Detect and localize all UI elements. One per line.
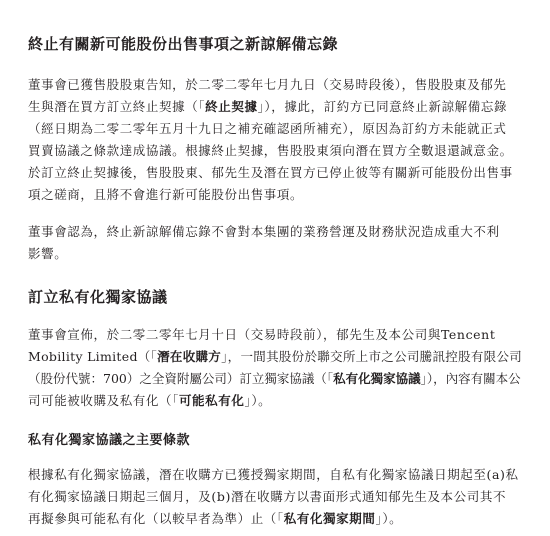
text-line: 項之磋商，且將不會進行新可能股份出售事項。 [28,187,304,202]
text-line: 生與潛在買方訂立終止契據（「終止契據」），據此，訂約方已同意終止新諒解備忘錄 [28,99,508,114]
paragraph-exclusivity-announcement [28,324,522,412]
text-line: （股份代號：700）之全資附屬公司）訂立獨家協議（「私有化獨家協議」），內容有關本公 [28,371,521,386]
defined-term: 私有化獨家期間 [283,511,376,526]
text-line: 於訂立終止契據後，售股股東、郁先生及潛在買方已停止彼等有關新可能股份出售事 [28,165,513,180]
text-line: 司可能被收購及私有化（「可能私有化」）。 [28,393,272,408]
text-line: （經日期為二零二零年五月十九日之補充確認函所補充），原因為訂約方未能就正式 [28,121,507,136]
text-line: 買賣協議之條款達成協議。根據終止契據，售股股東須向潛在買方全數退還誠意金。 [28,143,513,158]
text-line: 董事會宣佈，於二零二零年七月十日（交易時段前），郁先生及本公司與Tencent [28,327,496,342]
text-line: 根據私有化獨家協議，潛在收購方已獲授獨家期間，自私有化獨家協議日期起至(a)私 [28,467,519,482]
paragraph-exclusivity-period [28,464,522,530]
defined-term: 私有化獨家協議 [333,371,421,386]
text-line: 再擬參與可能私有化（以較早者為準）止（「私有化獨家期間」）。 [28,511,403,526]
defined-term: 可能私有化 [178,393,245,408]
paragraph-termination-details [28,74,522,206]
section-heading-termination: 終止有關新可能股份出售事項之新諒解備忘錄 [28,35,339,53]
text-line: 影響。 [28,246,68,261]
defined-term: 終止契據 [205,99,258,114]
text-line: Mobility Limited（「潛在收購方」，一間其股份於聯交所上市之公司騰訊控股有限公司 [28,349,523,364]
text-line: 有化獨家協議日期起三個月，及(b)潛在收購方以書面形式通知郁先生及本公司其不 [28,489,507,504]
section-heading-privatisation: 訂立私有化獨家協議 [28,288,168,306]
subsection-heading-key-terms: 私有化獨家協議之主要條款 [28,433,191,448]
text-line: 董事會已獲售股股東告知，於二零二零年七月九日（交易時段後），售股股東及郁先 [28,77,507,92]
text-line: 董事會認為，終止新諒解備忘錄不會對本集團的業務營運及財務狀況造成重大不利 [28,224,500,239]
paragraph-board-opinion [28,221,522,265]
defined-term: 潛在收購方 [157,349,222,364]
